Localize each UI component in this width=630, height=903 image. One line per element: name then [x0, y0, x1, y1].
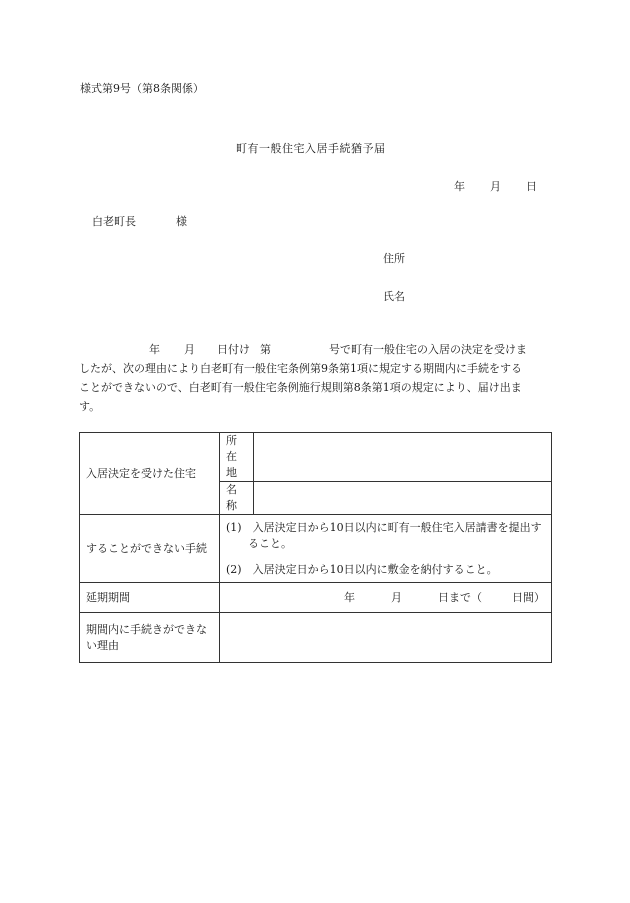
location-label: 所在地 — [220, 433, 254, 482]
house-name-label: 名 称 — [220, 482, 254, 515]
addressee — [92, 213, 187, 229]
declaration-text — [79, 340, 551, 416]
date-day-label: 日 — [526, 180, 537, 193]
declaration-line-3: ことができないので、白老町有一般住宅条例施行規則第8条第1項の規定により、届け出ま — [79, 381, 522, 394]
date-month-label: 月 — [490, 180, 501, 193]
reason-label: 期間内に手続きができない理由 — [80, 613, 220, 663]
decision-year-label: 年 — [149, 343, 160, 356]
submission-date — [454, 178, 537, 194]
declaration-line-1 — [79, 340, 551, 359]
procedure-label: することができない手続 — [80, 515, 220, 583]
procedure-list — [220, 515, 552, 583]
extension-period-field[interactable] — [220, 583, 552, 613]
decision-date-suffix: 日付け — [217, 343, 250, 356]
house-name-field[interactable] — [254, 482, 552, 515]
reason-field[interactable] — [220, 613, 552, 663]
extension-days-label: 日間） — [512, 590, 545, 604]
applicant-address-label: 住所 — [383, 252, 405, 265]
applicant-name-label: 氏名 — [383, 290, 405, 303]
extension-until-label: 日まで（ — [438, 590, 482, 604]
extension-label: 延期期間 — [80, 583, 220, 613]
procedure-item: (2) 入居決定日から10日以内に敷金を納付すること。 — [226, 562, 498, 576]
date-year-label: 年 — [454, 180, 465, 193]
declaration-line-4: す。 — [79, 400, 101, 413]
decision-month-label: 月 — [184, 343, 195, 356]
form-number: 様式第9号（第8条関係） — [80, 82, 204, 95]
declaration-line-1-rest: 号で町有一般住宅の入居の決定を受けま — [329, 343, 527, 356]
declaration-line-2: したが、次の理由により白老町有一般住宅条例第9条第1項に規定する期間内に手続をする — [79, 362, 522, 375]
extension-year-label: 年 — [344, 590, 355, 604]
deferral-form-table — [79, 432, 552, 663]
procedure-item: (1) 入居決定日から10日以内に町有一般住宅入居請書を提出すること。 — [226, 520, 542, 550]
location-field[interactable] — [254, 433, 552, 482]
decision-number-prefix: 第 — [260, 343, 271, 356]
housing-label: 入居決定を受けた住宅 — [80, 433, 220, 515]
addressee-name: 白老町長 — [92, 215, 136, 228]
addressee-honorific: 様 — [176, 215, 187, 228]
extension-month-label: 月 — [391, 590, 402, 604]
document-title: 町有一般住宅入居手続猶予届 — [236, 142, 386, 155]
